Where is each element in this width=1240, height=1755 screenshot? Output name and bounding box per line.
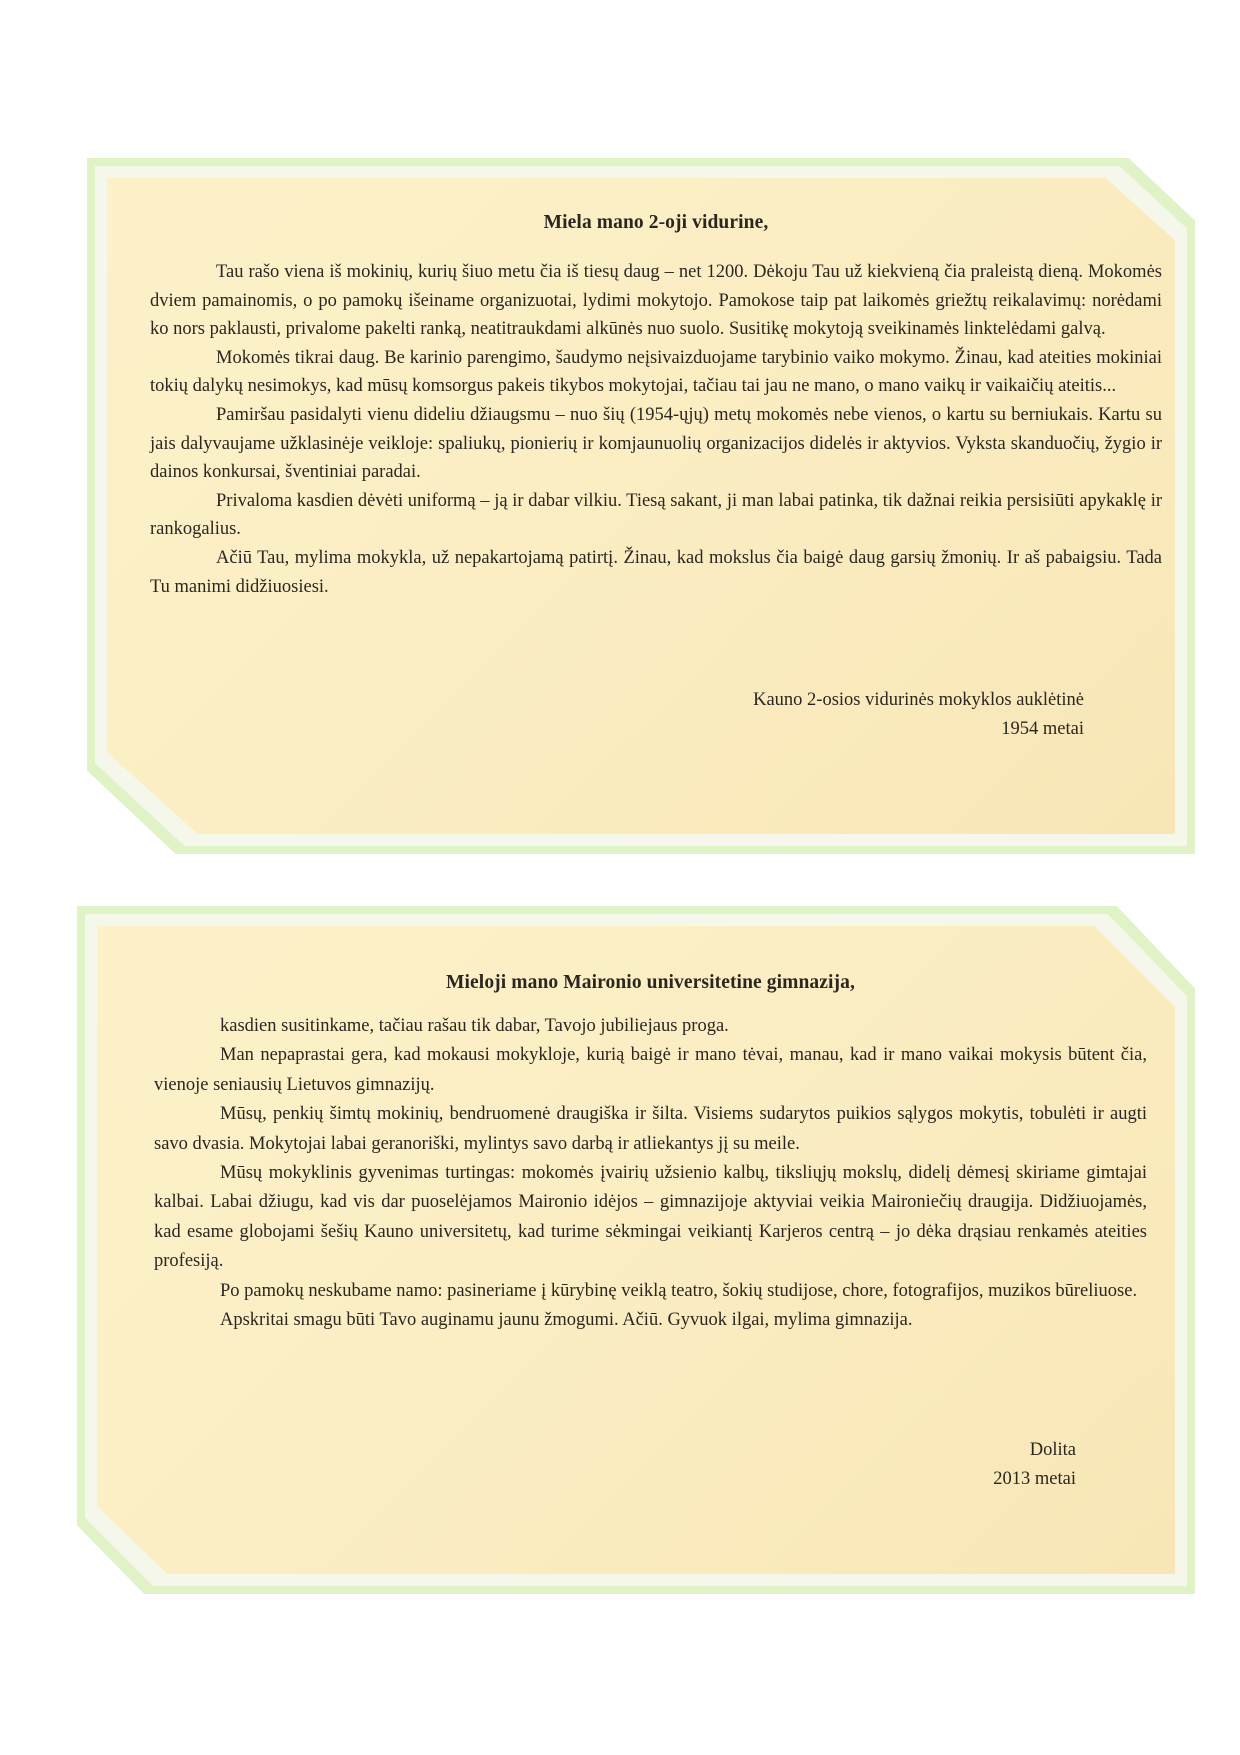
letter-paragraph: Ačiū Tau, mylima mokykla, už nepakartojamą patirtį. Žinau, kad mokslus čia baigė daug garsių žmonių. Ir aš pabaigsiu. Tada Tu manimi didžiuosiesi. — [150, 547, 1162, 597]
signature-date: 2013 metai — [993, 1469, 1076, 1489]
letter-title: Miela mano 2-oji vidurine, — [543, 212, 769, 233]
letter-signature — [993, 1436, 1076, 1494]
letter-body — [154, 1012, 1147, 1335]
letter-paragraph: Po pamokų neskubame namo: pasineriame į kūrybinę veiklą teatro, šokių studijose, chore, fotografijos, muzikos būreliuose. — [220, 1280, 1138, 1301]
signature-date: 1954 metai — [1001, 719, 1084, 739]
letter-title: Mieloji mano Maironio universitetine gimnazija, — [446, 972, 855, 993]
letter-content — [154, 972, 1147, 1335]
letter-card-2013 — [77, 906, 1195, 1594]
letter-paragraph: Apskritai smagu būti Tavo auginamu jaunu žmogumi. Ačiū. Gyvuok ilgai, mylima gimnazija. — [220, 1310, 913, 1331]
letter-paragraph: Privaloma kasdien dėvėti uniformą – ją ir dabar vilkiu. Tiesą sakant, ji man labai patinka, tik dažnai reikia persisiūti apykaklę ir rankogalius. — [150, 490, 1162, 540]
signature-author: Dolita — [1029, 1440, 1076, 1460]
letter-paragraph: Mūsų, penkių šimtų mokinių, bendruomenė draugiška ir šilta. Visiems sudarytos puikios sąlygos mokytis, tobulėti ir augti savo dvasia. Mokytojai labai geranoriški, mylintys savo darbą ir atliekantys jį su meile. — [154, 1104, 1147, 1154]
letter-body — [150, 258, 1162, 601]
letter-paragraph: Tau rašo viena iš mokinių, kurių šiuo metu čia iš tiesų daug – net 1200. Dėkoju Tau už kiekvieną čia praleistą dieną. Mokomės dviem pamainomis, o po pamokų išeiname organizuotai, lydimi mokytojo. Pamokose taip pat laikomės griežtų reikalavimų: norėdami ko nors paklausti, privalome pakelti ranką, neatitraukdami alkūnės nuo suolo. Susitikę mokytoją sveikinamės linktelėdami galvą. — [150, 262, 1162, 340]
letter-paragraph: Pamiršau pasidalyti vienu dideliu džiaugsmu – nuo šių (1954-ųjų) metų mokomės nebe vienos, o kartu su berniukais. Kartu su jais dalyvaujame užklasinėje veikloje: spaliukų, pionierių ir komjaunuolių organizacijos didelės ir aktyvios. Vyksta skanduočių, žygio ir dainos konkursai, šventiniai paradai. — [150, 404, 1162, 483]
letter-card-1954 — [87, 158, 1195, 854]
letter-paragraph: Mokomės tikrai daug. Be karinio parengimo, šaudymo neįsivaizduojame tarybinio vaiko mokymo. Žinau, kad ateities mokiniai tokių dalykų nesimokys, kad mūsų komsorgus pakeis tikybos mokytojai, tačiau tai jau ne mano, o mano vaikų ir vaikaičių ateitis... — [150, 347, 1162, 397]
letter-content — [150, 212, 1162, 601]
signature-author: Kauno 2-osios vidurinės mokyklos auklėtinė — [753, 690, 1084, 710]
letter-paragraph: Mūsų mokyklinis gyvenimas turtingas: mokomės įvairių užsienio kalbų, tiksliųjų mokslų, didelį dėmesį skiriame gimtajai kalbai. Labai džiugu, kad vis dar puoselėjamos Maironio idėjos – gimnazijoje aktyviai veikia Maironiečių draugija. Didžiuojamės, kad esame globojami šešių Kauno universitetų, kad turime sėkmingai veikiantį Karjeros centrą – jo dėka drąsiau renkamės ateities profesiją. — [154, 1163, 1147, 1272]
letter-paragraph: kasdien susitinkame, tačiau rašau tik dabar, Tavojo jubiliejaus proga. — [220, 1016, 729, 1036]
letter-paragraph: Man nepaprastai gera, kad mokausi mokykloje, kurią baigė ir mano tėvai, manau, kad ir mano vaikai mokysis būtent čia, vienoje seniausių Lietuvos gimnazijų. — [154, 1045, 1147, 1095]
letter-signature — [753, 686, 1084, 744]
